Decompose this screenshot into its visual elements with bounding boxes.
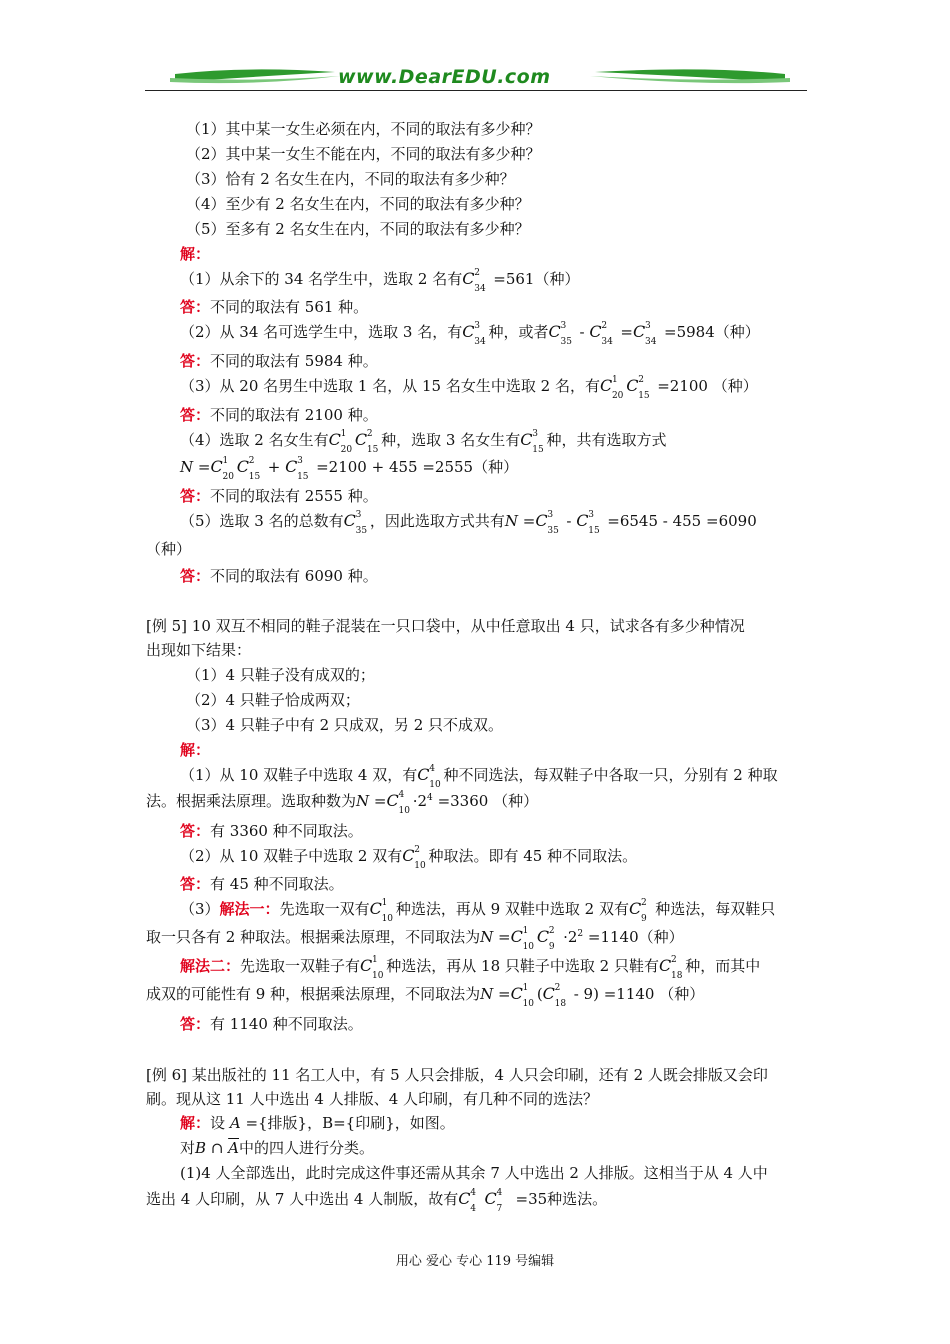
example-5-q3: （3）4 只鞋子中有 2 只成双，另 2 只不成双。 [186,716,504,734]
example-5-answer-1: 答：有 3360 种不同取法。 [180,822,363,840]
example-6-solution-1-cont: 选出 4 人印刷，从 7 人中选出 4 人制版，故有C 4 4 C 4 7 =35种选法。 [146,1188,608,1214]
example-5-q2: （2）4 只鞋子恰成两双； [186,691,360,709]
example-5-solution-3-cont: 取一只各有 2 种取法。根据乘法原理，不同取法为N =C 1 10 C 2 9 $\cdot 2^2 =1140$（种） [146,926,684,952]
solution-5: （5）选取 3 名的总数有C 3 35 ，因此选取方式共有N =C 3 35 - C 3 15 =6545 - 455 =6090 [180,510,757,536]
example-5-method-2-cont: 成双的可能性有 9 种，根据乘法原理，不同取法为N =C 1 10 (C 2 18 - 9) =1140 （种） [146,983,705,1009]
example-5-solution-label: 解： [180,741,211,759]
answer-2: 答：不同的取法有 5984 种。 [180,352,378,370]
question-2: （2）其中某一女生不能在内，不同的取法有多少种？ [186,145,541,163]
example-5-q1: （1）4 只鞋子没有成双的； [186,666,375,684]
example-6-solution-0b: 对B ∩ $\overline{A}$中的四人进行分类。 [180,1139,375,1157]
answer-1: 答：不同的取法有 561 种。 [180,298,369,316]
solution-4: （4）选取 2 名女生有C 1 20 C 2 15 种，选取 3 名女生有C 3 15 种，共有选取方式 [180,429,667,455]
solution-4-formula: N =C 1 20 C 2 15 + C 3 15 =2100 + 455 =2555（种） [180,456,519,482]
example-5-solution-1-cont: 法。根据乘法原理。选取种数为N =C 4 10 $\cdot 2^4 =3360$ （种） [146,790,539,816]
example-5-solution-2: （2）从 10 双鞋子中选取 2 双有C 2 10 种取法。即有 45 种不同取法。 [180,845,638,871]
answer-4: 答：不同的取法有 2555 种。 [180,487,378,505]
answer-5: 答：不同的取法有 6090 种。 [180,567,378,585]
example-6-title-cont: 刷。现从这 11 人中选出 4 人排版、4 人印刷，有几种不同的选法？ [146,1090,599,1108]
example-5-title-cont: 出现如下结果： [146,641,252,659]
example-6-solution-0: 解：设 A ={排版}，B={印刷}，如图。 [180,1114,455,1132]
site-logo[interactable]: www.DearEDU.com [338,66,551,88]
answer-3: 答：不同的取法有 2100 种。 [180,406,378,424]
solution-2: （2）从 34 名可选学生中，选取 3 名，有C 3 34 种，或者C 3 35 - C 2 34 =C 3 34 =5984（种） [180,321,760,347]
header-divider [145,90,807,91]
example-5-title: [例 5] 10 双互不相同的鞋子混装在一只口袋中，从中任意取出 4 只，试求各有多少种情况 [146,617,745,635]
solution-1: （1）从余下的 34 名学生中，选取 2 名有C 2 34 =561（种） [180,268,580,294]
solution-3: （3）从 20 名男生中选取 1 名，从 15 名女生中选取 2 名，有C 1 20 C 2 15 =2100 （种） [180,375,758,401]
question-5: （5）至多有 2 名女生在内，不同的取法有多少种？ [186,220,530,238]
question-1: （1）其中某一女生必须在内，不同的取法有多少种？ [186,120,541,138]
example-5-answer-2: 答：有 45 种不同取法。 [180,875,344,893]
solution-5-unit: （种） [146,540,192,558]
example-5-answer-3: 答：有 1140 种不同取法。 [180,1015,363,1033]
example-6-title: [例 6] 某出版社的 11 名工人中，有 5 人只会排版，4 人只会印刷，还有 2 人既会排版又会印 [146,1066,768,1084]
example-6-solution-1: (1)4 人全部选出，此时完成这件事还需从其余 7 人中选出 2 人排版。这相当于从 4 人中 [180,1164,768,1182]
question-4: （4）至少有 2 名女生在内，不同的取法有多少种？ [186,195,530,213]
example-5-solution-1: （1）从 10 双鞋子中选取 4 双，有C 4 10 种不同选法，每双鞋子中各取一只，分别有 2 种取 [180,764,778,790]
solution-label: 解： [180,245,211,263]
example-5-solution-3: （3）解法一：先选取一双有C 1 10 种选法，再从 9 双鞋中选取 2 双有C 2 9 种选法，每双鞋只 [180,898,776,924]
question-3: （3）恰有 2 名女生在内，不同的取法有多少种？ [186,170,515,188]
example-5-method-2: 解法二：先选取一双鞋子有C 1 10 种选法，再从 18 只鞋子中选取 2 只鞋有C 2 18 种，而其中 [180,955,761,981]
page-footer: 用心 爱心 专心 119 号编辑 [395,1254,555,1269]
